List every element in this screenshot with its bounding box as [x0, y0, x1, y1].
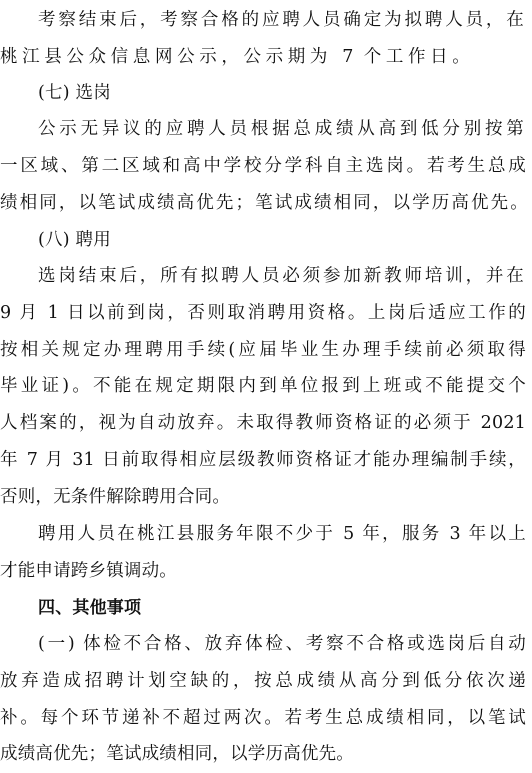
text-line: 选岗结束后，所有拟聘人员必须参加新教师培训，并在 [38, 266, 524, 286]
text-line: 否则，无条件解除聘用合同。 [0, 487, 231, 507]
text-line: 公示无异议的应聘人员根据总成绩从高到低分别按第 [38, 119, 524, 139]
text-line: 补。每个环节递补不超过两次。若考生总成绩相同，以笔试 [0, 708, 526, 728]
text-line: 考察结束后，考察合格的应聘人员确定为拟聘人员，在 [38, 10, 524, 30]
text-line: 放弃造成招聘计划空缺的，按总成绩从高分到低分依次递 [0, 671, 526, 691]
section-heading-qi: (七) 选岗 [38, 83, 111, 103]
text-line: 9 月 1 日以前到岗，否则取消聘用资格。上岗后适应工作的 [0, 303, 526, 323]
text-line: 桃江县公众信息网公示，公示期为 7 个工作日。 [0, 47, 470, 67]
text-line: 毕业证)。不能在规定期限内到单位报到上班或不能提交个 [0, 376, 526, 396]
text-line: 聘用人员在桃江县服务年限不少于 5 年，服务 3 年以上 [38, 524, 526, 544]
text-line: (一) 体检不合格、放弃体检、考察不合格或选岗后自动 [38, 634, 526, 654]
section-heading-other-matters: 四、其他事项 [38, 598, 142, 618]
text-line: 才能申请跨乡镇调动。 [0, 561, 177, 581]
text-line: 一区域、第二区域和高中学校分学科自主选岗。若考生总成 [0, 156, 526, 176]
text-line: 人档案的，视为自动放弃。未取得教师资格证的必须于 2021 [0, 413, 526, 433]
text-line: 绩相同，以笔试成绩高优先；笔试成绩相同，以学历高优先。 [0, 193, 528, 213]
text-line: 成绩高优先；笔试成绩相同，以学历高优先。 [0, 744, 354, 764]
text-line: 按相关规定办理聘用手续(应届毕业生办理手续前必须取得 [0, 340, 526, 360]
text-line: 年 7 月 31 日前取得相应层级教师资格证才能办理编制手续， [0, 450, 526, 470]
section-heading-ba: (八) 聘用 [38, 230, 111, 250]
